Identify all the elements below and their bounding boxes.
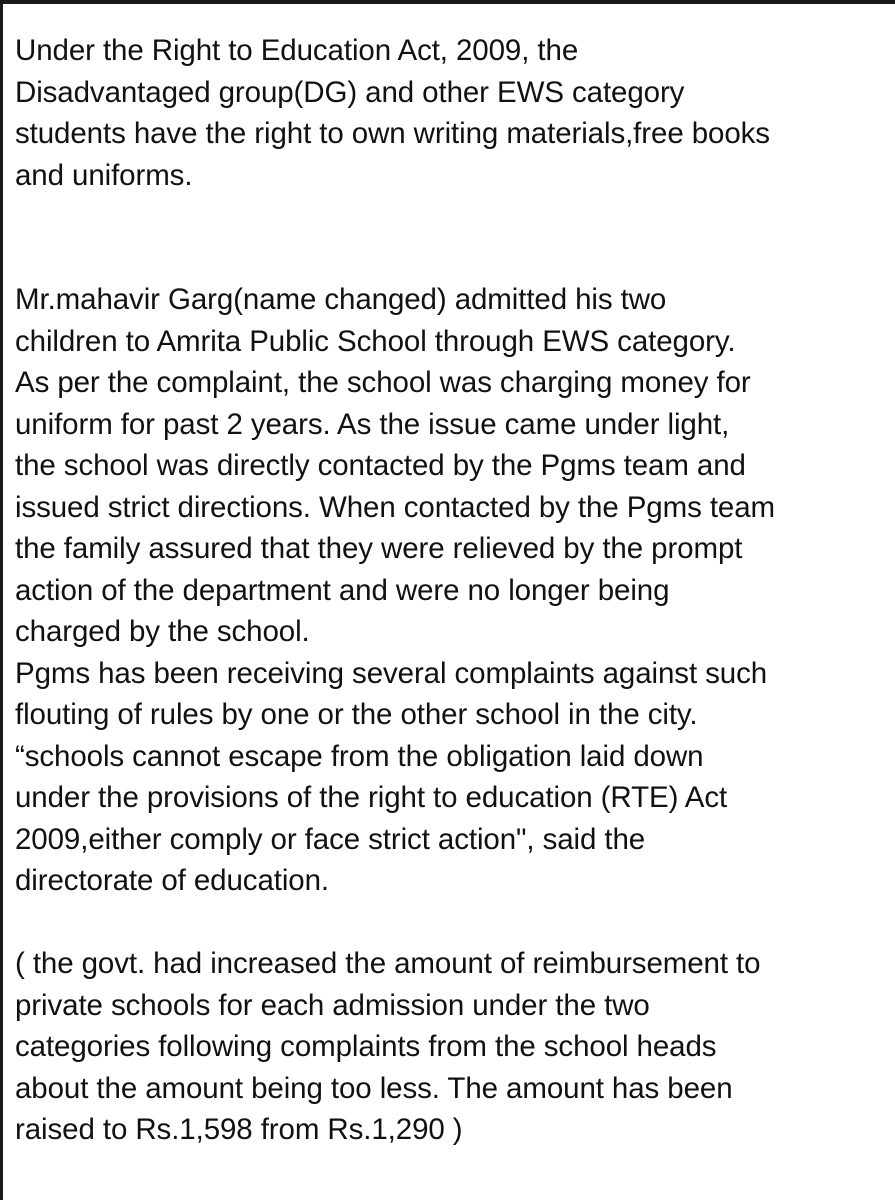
paragraph-directorate-quote: [15, 653, 895, 902]
document-body: [15, 30, 895, 1151]
text-line: issued strict directions. When contacted by the Pgms team: [15, 490, 776, 524]
text-line: children to Amrita Public School through EWS category.: [15, 324, 736, 358]
text-line: Under the Right to Education Act, 2009, the: [15, 34, 579, 67]
text-line: and uniforms.: [15, 158, 193, 192]
text-line: “schools cannot escape from the obligation laid down: [15, 739, 704, 773]
text-line: students have the right to own writing materials,free books: [15, 117, 770, 150]
text-line: flouting of rules by one or the other school in the city.: [15, 698, 698, 731]
paragraph-rte-intro: [15, 30, 895, 196]
top-border: [0, 0, 895, 4]
text-line: categories following complaints from the school heads: [15, 1030, 717, 1063]
text-line: Mr.mahavir Garg(name changed) admitted his two: [15, 283, 667, 316]
text-line: ( the govt. had increased the amount of reimbursement to: [15, 947, 761, 980]
text-line: under the provisions of the right to education (RTE) Act: [15, 781, 728, 814]
text-line: about the amount being too less. The amount has been: [15, 1071, 733, 1105]
text-line: 2009,either comply or face strict action", said the: [15, 822, 646, 856]
text-line: raised to Rs.1,598 from Rs.1,290 ): [15, 1113, 463, 1146]
paragraph-spacer: [15, 902, 895, 944]
text-line: uniform for past 2 years. As the issue came under light,: [15, 407, 730, 441]
text-line: Disadvantaged group(DG) and other EWS category: [15, 75, 685, 109]
paragraph-complaint-case: [15, 279, 895, 653]
text-line: the family assured that they were relieved by the prompt: [15, 532, 743, 565]
text-line: charged by the school.: [15, 615, 310, 648]
left-border: [0, 0, 3, 1200]
text-line: action of the department and were no longer being: [15, 573, 670, 607]
text-line: As per the complaint, the school was charging money for: [15, 366, 751, 399]
paragraph-spacer: [15, 196, 895, 279]
text-line: private schools for each admission under the two: [15, 988, 650, 1022]
paragraph-reimbursement-note: [15, 943, 895, 1151]
text-line: Pgms has been receiving several complaints against such: [15, 656, 768, 690]
text-line: directorate of education.: [15, 864, 330, 897]
text-line: the school was directly contacted by the Pgms team and: [15, 449, 746, 482]
